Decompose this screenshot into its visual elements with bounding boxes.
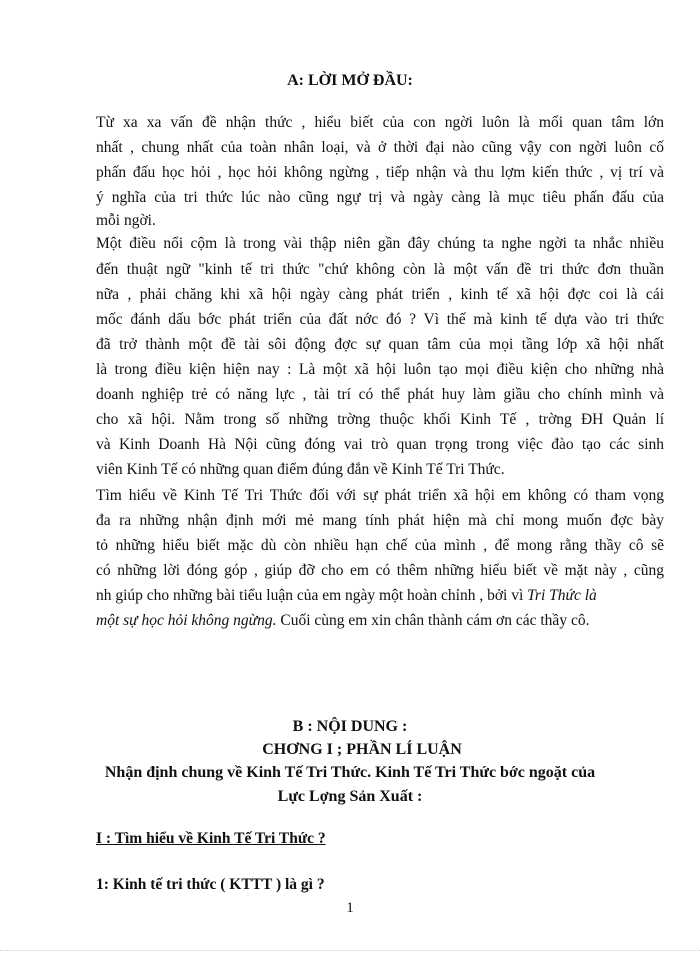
chapter-title: CHƠNG I ; PHẦN LÍ LUẬN [262, 741, 462, 758]
paragraph-line: tỏ những hiểu biết mặc dù còn nhiều hạn chế của mình , để mong rằng thầy cô sẽ [96, 537, 664, 554]
paragraph-line: đã trở thành một đề tài sôi động đợc sự quan tâm của mọi tầng lớp xã hội nhất [96, 336, 664, 353]
chapter-subtitle-line-1: Nhận định chung về Kinh Tế Tri Thức. Kinh Tế Tri Thức bớc ngoặt của [104, 764, 596, 781]
paragraph-line: có những lời đóng góp , giúp đỡ cho em có thêm những hiểu biết về mặt này , cũng [96, 562, 664, 579]
paragraph-line: và Kinh Doanh Hà Nội cũng đóng vai trò quan trọng trong việc đào tạo các sinh [96, 436, 664, 453]
section-heading-1: I : Tìm hiểu về Kinh Tế Tri Thức ? [96, 830, 326, 847]
chapter-subtitle-line-2: Lực Lợng Sản Xuất : [277, 788, 423, 805]
page-number: 1 [346, 900, 354, 916]
paragraph-line: Một điều nổi cộm là trong vài thập niên gần đây chúng ta nghe ngời ta nhắc nhiều [96, 235, 664, 252]
paragraph-line: ý nghĩa của tri thức lúc nào cũng ngự trị và ngày càng là mục tiêu phấn đấu của [96, 189, 664, 206]
paragraph-line: phấn đấu học hỏi , học hỏi không ngừng , tiếp nhận và thu lợm kiến thức , vị trí và [96, 164, 664, 181]
section-a-title: A: LỜI MỞ ĐẦU: [287, 72, 413, 89]
page-bottom-divider [0, 950, 700, 951]
paragraph-line: mỗi ngời. [96, 212, 156, 229]
paragraph-line: mốc đánh dấu bớc phát triển của đất nớc đó ? Vì thế mà kinh tế dựa vào tri thức [96, 311, 664, 328]
paragraph-line [96, 611, 589, 631]
paragraph-line: là trong điều kiện hiện nay : Là một xã hội luôn tạo mọi điều kiện cho những nhà [96, 361, 664, 378]
paragraph-line: nhất , chung nhất của toàn nhân loại, và ở thời đại nào cũng vậy con ngời luôn cố [96, 139, 664, 156]
paragraph-text: Cuối cùng em xin chân thành cám ơn các thầy cô. [276, 612, 590, 629]
emphasis-text: một sự học hỏi không ngừng. [96, 612, 277, 629]
paragraph-line: Tìm hiểu về Kinh Tế Tri Thức đối với sự phát triển xã hội em không có tham vọng [96, 487, 664, 504]
paragraph-line: doanh nghiệp trẻ có năng lực , tài trí có thể phát huy làm giầu cho chính mình và [96, 386, 664, 403]
paragraph-line: viên Kinh Tế có những quan điểm đúng đắn về Kinh Tế Tri Thức. [96, 461, 505, 478]
emphasis-text: Tri Thức là [527, 587, 597, 604]
section-b-title: B : NỘI DUNG : [292, 718, 408, 735]
paragraph-line: Từ xa xa vấn đề nhận thức , hiểu biết của con ngời luôn là mối quan tâm lớn [96, 114, 664, 131]
paragraph-line: đến thuật ngữ "kinh tế tri thức "chứ không còn là một vấn đề tri thức đơn thuần [96, 261, 664, 278]
subsection-heading-1: 1: Kinh tế tri thức ( KTTT ) là gì ? [96, 876, 325, 893]
paragraph-line [96, 586, 664, 606]
paragraph-line: nữa , phải chăng khi xã hội ngày càng phát triển , kinh tế xã hội đợc coi là cái [96, 286, 664, 303]
paragraph-text: nh giúp cho những bài tiểu luận của em ngày một hoàn chỉnh , bởi vì [96, 587, 528, 604]
paragraph-line: đa ra những nhận định mới mẻ mang tính phát hiện mà chỉ mong muốn đợc bày [96, 512, 664, 529]
paragraph-line: cho xã hội. Nằm trong số những trờng thuộc khối Kinh Tế , trờng ĐH Quản lí [96, 411, 664, 428]
